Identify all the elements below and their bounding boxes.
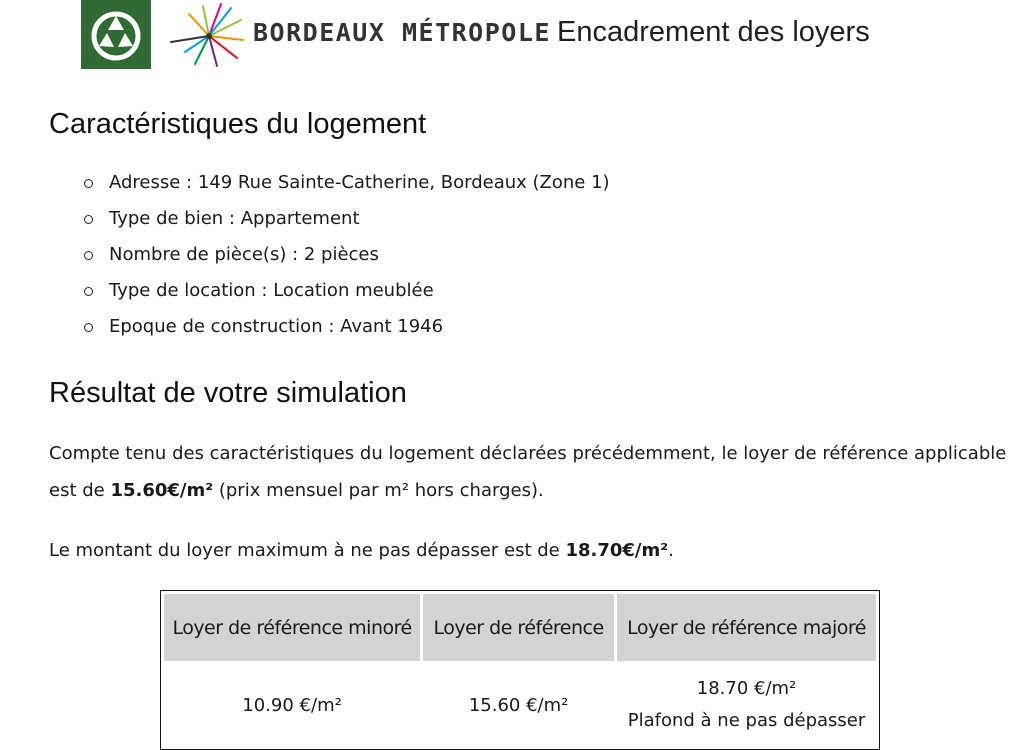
property-address: Adresse : 149 Rue Sainte-Catherine, Bordeaux (Zone 1) xyxy=(109,172,610,193)
bullet-icon xyxy=(84,323,93,332)
bullet-icon xyxy=(84,287,93,296)
result-text-prefix: est de xyxy=(49,480,111,501)
max-rent-prefix: Le montant du loyer maximum à ne pas dépasser est de xyxy=(49,540,566,561)
list-item xyxy=(81,314,610,350)
property-list xyxy=(81,170,610,350)
reference-rent-value: 15.60€/m² xyxy=(110,480,214,501)
cell-reference: 15.60 €/m² xyxy=(468,694,569,716)
bordeaux-metropole-logo-icon[interactable] xyxy=(165,0,249,69)
table-row xyxy=(164,664,876,746)
bullet-icon xyxy=(84,215,93,224)
rent-table xyxy=(160,590,880,750)
majore-value: 18.70 €/m² xyxy=(696,678,797,699)
brand-name: BORDEAUX MÉTROPOLE xyxy=(253,18,551,47)
header xyxy=(81,0,981,69)
recycle-logo-icon[interactable] xyxy=(81,0,151,69)
bullet-icon xyxy=(84,179,93,188)
bullet-icon xyxy=(84,251,93,260)
property-rental-type: Type de location : Location meublée xyxy=(109,280,434,301)
property-rooms: Nombre de pièce(s) : 2 pièces xyxy=(109,244,379,265)
result-text-suffix: (prix mensuel par m² hors charges). xyxy=(213,480,544,501)
result-paragraph xyxy=(49,435,1006,509)
max-rent-value: 18.70€/m² xyxy=(565,540,669,561)
majore-note: Plafond à ne pas dépasser xyxy=(627,710,866,731)
page-title: Encadrement des loyers xyxy=(557,16,870,48)
property-type: Type de bien : Appartement xyxy=(109,208,360,229)
list-item xyxy=(81,206,610,242)
max-rent-paragraph xyxy=(49,532,674,569)
cell-majore xyxy=(617,664,876,746)
list-item xyxy=(81,170,610,206)
list-item xyxy=(81,242,610,278)
list-item xyxy=(81,278,610,314)
section-heading-resultat: Résultat de votre simulation xyxy=(49,377,407,409)
header-minore: Loyer de référence minoré xyxy=(164,594,420,661)
section-heading-caracteristiques: Caractéristiques du logement xyxy=(49,108,427,140)
result-text-line1: Compte tenu des caractéristiques du logement déclarées précédemment, le loyer de référence applicable xyxy=(49,443,1007,464)
header-reference: Loyer de référence xyxy=(423,594,614,661)
cell-minore: 10.90 €/m² xyxy=(242,694,342,716)
table-header-row xyxy=(164,594,876,661)
header-majore: Loyer de référence majoré xyxy=(617,594,876,661)
max-rent-suffix: . xyxy=(668,540,674,561)
property-construction-era: Epoque de construction : Avant 1946 xyxy=(109,316,444,337)
